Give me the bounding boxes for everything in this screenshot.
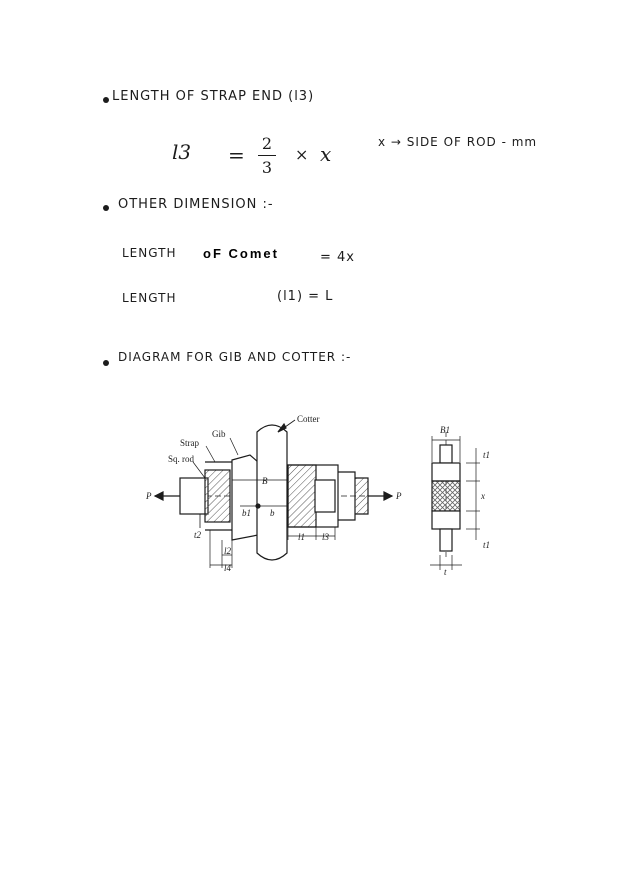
label-t2: t2: [194, 530, 202, 540]
length-label-1: LENGTH: [122, 246, 177, 260]
label-l2: l2: [224, 546, 232, 556]
typed-text-comet: oF Comet: [203, 246, 279, 261]
label-l1: l1: [298, 532, 306, 542]
side-view: [430, 432, 480, 570]
label-b: B: [262, 476, 268, 486]
length-rhs-1: = 4x: [320, 250, 355, 265]
heading-other-dimension: OTHER DIMENSION :-: [118, 197, 274, 212]
label-sq-rod: Sq. rod: [168, 454, 195, 464]
label-side-t1-top: t1: [483, 450, 491, 460]
equation-variable: x: [320, 142, 332, 166]
label-p-right: P: [396, 491, 402, 501]
equation-lhs: l3: [172, 140, 192, 164]
label-gib: Gib: [212, 429, 226, 439]
label-b-small: b: [270, 508, 275, 518]
equation-equals: =: [228, 143, 245, 167]
label-b1: b1: [242, 508, 251, 518]
heading-strap-end: LENGTH OF STRAP END (l3): [112, 89, 315, 104]
label-side-x: x: [481, 491, 485, 501]
length-label-2: LENGTH: [122, 291, 177, 305]
label-side-b1: B1: [440, 425, 450, 435]
label-side-t1-bot: t1: [483, 540, 491, 550]
fraction-denominator: 3: [261, 158, 273, 177]
label-cotter: Cotter: [297, 414, 320, 424]
length-rhs-2: (l1) = L: [277, 289, 334, 304]
label-l4: l4: [224, 563, 232, 573]
label-strap: Strap: [180, 438, 199, 448]
label-l3: l3: [322, 532, 330, 542]
label-p-left: P: [146, 491, 152, 501]
label-side-t: t: [444, 567, 447, 577]
heading-diagram: DIAGRAM FOR GIB AND COTTER :-: [118, 350, 352, 364]
fraction-numerator: 2: [261, 134, 273, 153]
equation-note: x → SIDE OF ROD - mm: [378, 135, 538, 149]
equation-times: ×: [295, 145, 309, 164]
